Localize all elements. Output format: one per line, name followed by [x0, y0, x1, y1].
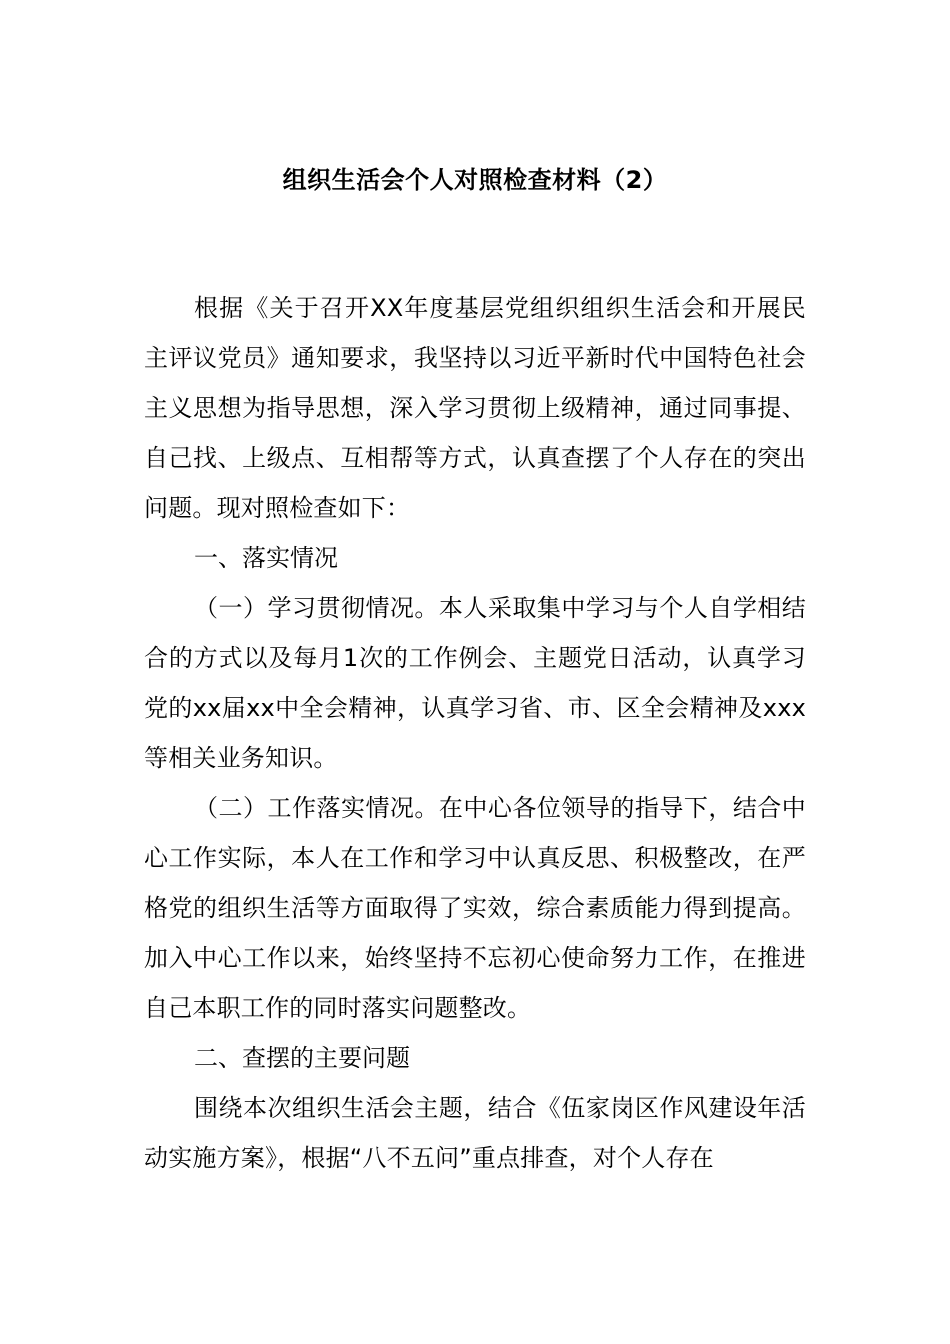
intro-paragraph: 根据《关于召开XX年度基层党组织组织生活会和开展民主评议党员》通知要求，我坚持以习近平新时代中国特色社会主义思想为指导思想，深入学习贯彻上级精神，通过同事提、自己找、上级点、互相帮等方式，认真查摆了个人存在的突出问题。现对照检查如下：: [144, 294, 806, 522]
study-paragraph: （一）学习贯彻情况。本人采取集中学习与个人自学相结合的方式以及每月1次的工作例会、主题党日活动，认真学习党的xx届xx中全会精神，认真学习省、市、区全会精神及xxx等相关业务知识。: [144, 594, 806, 772]
work-paragraph: （二）工作落实情况。在中心各位领导的指导下，结合中心工作实际，本人在工作和学习中认真反思、积极整改，在严格党的组织生活等方面取得了实效，综合素质能力得到提高。加入中心工作以来，始终坚持不忘初心使命努力工作，在推进自己本职工作的同时落实问题整改。: [144, 794, 806, 1022]
problems-paragraph: 围绕本次组织生活会主题，结合《伍家岗区作风建设年活动实施方案》，根据“八不五问”重点排查，对个人存在: [144, 1094, 806, 1172]
section-heading-implementation: 一、落实情况: [194, 544, 338, 572]
document-title: 组织生活会个人对照检查材料（2）: [282, 166, 668, 194]
section-heading-problems: 二、查摆的主要问题: [194, 1044, 410, 1072]
document-body: [144, 283, 806, 1183]
